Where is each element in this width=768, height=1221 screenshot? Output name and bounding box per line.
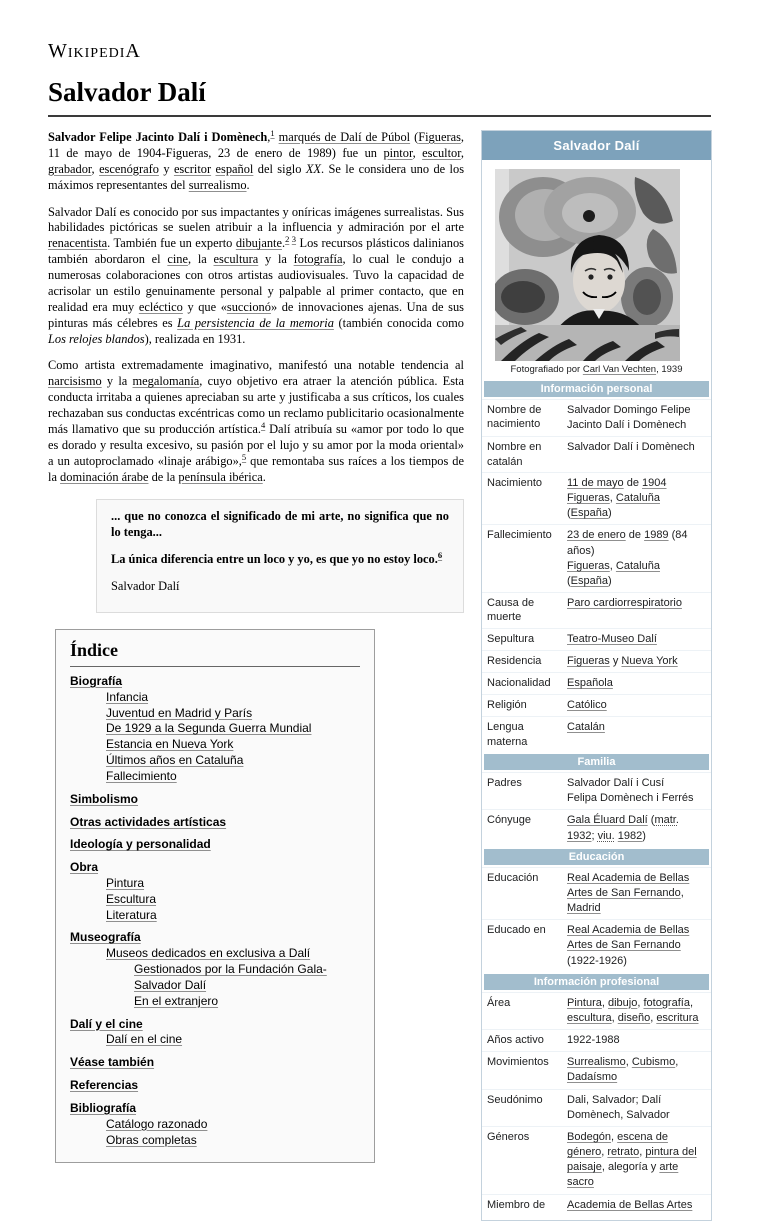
link[interactable]: Católico [567, 699, 607, 712]
infobox-row [482, 992, 711, 1029]
infobox-row-value [567, 676, 707, 691]
infobox-row-value [567, 528, 707, 589]
toc-item[interactable]: Simbolismo [70, 791, 139, 806]
text-run: , [609, 492, 616, 505]
infobox-row-label: Géneros [487, 1130, 530, 1143]
infobox-row [482, 472, 711, 525]
toc-item[interactable]: Pintura [106, 875, 145, 890]
link[interactable]: dibujante [235, 236, 282, 251]
infobox-row [482, 592, 711, 628]
infobox-row [482, 1089, 711, 1126]
text-run: viu. [597, 829, 615, 842]
photo-caption [482, 363, 711, 379]
toc-item[interactable]: Juventud en Madrid y París [106, 705, 253, 720]
link[interactable]: 3 [291, 234, 297, 245]
link[interactable]: Cubismo [631, 1056, 676, 1069]
infobox-row-value [567, 1055, 707, 1085]
text-run: XX [305, 161, 321, 176]
link[interactable]: Teatro-Museo Dalí [567, 632, 657, 645]
text-run: , [680, 886, 684, 899]
link[interactable]: Dadaísmo [567, 1071, 618, 1084]
toc-item[interactable]: Obras completas [106, 1132, 197, 1147]
link[interactable]: La persistencia de la memoria [177, 315, 334, 330]
infobox-photo-wrap [482, 160, 711, 363]
link[interactable]: ecléctico [138, 299, 183, 314]
text-run: ; [591, 829, 598, 842]
link[interactable]: escultura [213, 252, 259, 267]
text-run: Como artista extremadamente imaginativo, manifestó una notable tendencia al [48, 358, 464, 373]
text-run: , la [187, 252, 214, 267]
link[interactable]: escultor [422, 145, 461, 160]
infobox-row-label: Años activo [487, 1034, 544, 1047]
text-run: La única diferencia entre un loco y yo, es que yo no estoy loco. [111, 552, 438, 567]
text-run: Salvador Dalí es conocido por sus impactantes y oníricas imágenes surrealistas. Sus habilidades pictóricas se suelen atribuir a la influencia y admiración por el arte [48, 204, 464, 235]
infobox-row-label: Religión [487, 699, 527, 712]
text-run: Salvador Dalí i Domènech [567, 441, 695, 454]
text-run: de la [148, 469, 179, 484]
text-run: Salvador Domingo Felipe Jacinto Dalí i Domènech [567, 404, 691, 432]
toc-item[interactable]: Estancia en Nueva York [106, 737, 234, 752]
toc-item[interactable]: Últimos años en Cataluña [106, 753, 244, 768]
link[interactable]: Paro cardiorrespiratorio [567, 597, 682, 610]
link[interactable]: narcisismo [48, 374, 102, 389]
text-run: ) [607, 507, 612, 520]
infobox-row-label: Nombre en catalán [487, 441, 542, 468]
infobox-row [482, 716, 711, 752]
text-run: . Se le considera uno de los máximos representantes del [48, 161, 465, 192]
text-run: Dalí atribuía su «amor por todo lo que es dorado y resulta excesivo, su pasión por el lujo y su amor por la moda oriental» a un autoproclamado «linaje arábigo», [48, 421, 465, 468]
infobox-row-label: Miembro de [487, 1198, 546, 1211]
text-run: ) [607, 574, 612, 587]
infobox-row-value [567, 476, 707, 522]
infobox-row-label: Nacionalidad [487, 677, 551, 690]
link[interactable]: Madrid [567, 902, 601, 915]
infobox-row-label: Causa de muerte [487, 597, 535, 624]
infobox-section-header: Familia [484, 754, 709, 770]
infobox-section-header: Información personal [484, 381, 709, 397]
link[interactable]: escritor [173, 161, 212, 176]
infobox-row-label: Fallecimiento [487, 529, 552, 542]
toc-item[interactable]: Literatura [106, 907, 157, 922]
toc-item[interactable]: Dalí en el cine [106, 1032, 183, 1047]
link[interactable]: 1 [270, 127, 275, 138]
infobox-row-label: Movimientos [487, 1056, 549, 1069]
link[interactable]: cine [167, 252, 188, 267]
infobox-row [482, 809, 711, 846]
text-run: , 1939 [656, 364, 683, 375]
infobox-row-value [567, 813, 707, 843]
link[interactable]: Surrealismo [567, 1056, 626, 1069]
toc-item[interactable]: Bibliografía [70, 1100, 137, 1115]
link[interactable]: Pintura [567, 996, 602, 1009]
text-run: , alegoría y [601, 1161, 660, 1174]
toc-item[interactable]: Escultura [106, 891, 157, 906]
text-run: , [609, 559, 616, 572]
infobox-row-value [567, 1033, 707, 1048]
toc-item[interactable]: Dalí y el cine [70, 1016, 143, 1031]
text-run: , [637, 996, 644, 1009]
text-run: Salvador Felipe Jacinto Dalí i Domènech [48, 130, 268, 144]
link[interactable]: 1989 [644, 529, 669, 542]
link[interactable]: Real Academia de Bellas Artes de San Fernando [567, 924, 690, 952]
infobox-row-label: Educado en [487, 924, 546, 937]
toc-item[interactable]: Referencias [70, 1078, 139, 1093]
text-run: Los recursos plásticos dalinianos también abordaron el [48, 236, 465, 267]
infobox-row [482, 436, 711, 472]
infobox-row [482, 672, 711, 694]
link[interactable]: Cataluña [615, 492, 660, 505]
link[interactable]: Figueras [567, 654, 610, 667]
toc-title: Índice [70, 640, 360, 667]
text-run: , [601, 996, 608, 1009]
link[interactable]: Figueras [567, 492, 610, 505]
link[interactable]: diseño [617, 1011, 651, 1024]
link[interactable]: Carl Van Vechten [582, 364, 657, 375]
infobox-row-label: Nacimiento [487, 476, 543, 489]
toc-item[interactable]: Otras actividades artísticas [70, 814, 227, 829]
infobox-row-label: Seudónimo [487, 1093, 543, 1106]
text-run: 1922-1988 [567, 1034, 620, 1047]
text-run: y la [258, 252, 294, 267]
link[interactable]: 2 [285, 234, 290, 245]
infobox-row-value [567, 1093, 707, 1123]
infobox-row-value [567, 1198, 707, 1213]
infobox-row [482, 399, 711, 436]
infobox-section-header: Educación [484, 849, 709, 865]
text-run: , [601, 1146, 608, 1159]
text-run: , cuyo objetivo era atraer la atención pública. Esta conducta irritaba a quienes apreciaban su arte y justificaba a sus críticos, los cuales rechazaban sus conductas excéntricas como un reclamo publicitario ocasionalmente más llamativo que su producción artística. [48, 374, 464, 436]
infobox-row [482, 1126, 711, 1194]
infobox-row-value [567, 923, 707, 969]
link[interactable]: dominación árabe [60, 469, 149, 484]
text-run: . También fue un experto [107, 236, 236, 251]
text-run: y la [101, 374, 133, 389]
text-run: de [623, 476, 643, 489]
text-run: , lo cual le condujo a numerosas colaboraciones con otros artistas audiovisuales. Tuvo la capacidad de acrisolar un estilo genuinamente personal y palpable al primer contacto, que en realidad era muy [48, 252, 464, 314]
text-run: , [689, 996, 694, 1009]
quote-line [111, 509, 449, 541]
toc-item[interactable]: Ideología y personalidad [70, 837, 211, 852]
infobox-row-label: Lengua materna [487, 721, 528, 748]
text-run: , [91, 161, 100, 176]
infobox-row-value [567, 720, 707, 749]
link[interactable]: escenógrafo [99, 161, 159, 176]
text-run: (1922-1926) [567, 954, 627, 967]
toc-item[interactable]: En el extranjero [134, 993, 219, 1008]
link[interactable]: fotografía [293, 252, 343, 267]
text-run: y [609, 654, 622, 667]
text-run: que remontaba sus raíces a los tiempos de la [48, 453, 464, 484]
toc-item[interactable]: Museografía [70, 930, 141, 945]
infobox [481, 130, 712, 1221]
link[interactable]: marqués de Dalí de Púbol [278, 130, 411, 144]
article-body [48, 127, 465, 1163]
infobox-row [482, 919, 711, 972]
page-title: Salvador Dalí [48, 77, 711, 117]
toc-item[interactable]: Gestionados por la Fundación Gala-Salvador Dalí [134, 962, 327, 992]
text-run: ( [567, 574, 571, 587]
infobox-row-value [567, 996, 707, 1026]
link[interactable]: escena de género [567, 1130, 668, 1159]
link[interactable]: Cataluña [615, 559, 660, 572]
infobox-row-value [567, 632, 707, 647]
link[interactable]: España [570, 507, 608, 520]
text-run: ( [647, 814, 655, 827]
toc-item[interactable]: Infancia [106, 689, 149, 704]
wikipedia-wordmark[interactable]: WikipediA [48, 40, 141, 62]
infobox-sections [482, 381, 711, 1216]
link[interactable]: arte sacro [567, 1161, 679, 1189]
link[interactable]: grabador [48, 161, 92, 176]
toc-item[interactable]: De 1929 a la Segunda Guerra Mundial [106, 721, 312, 736]
text-run: del siglo [253, 161, 306, 176]
text-run: Felipa Domènech i Ferrés [567, 792, 694, 805]
text-run: ( [567, 507, 571, 520]
infobox-row-value [567, 403, 707, 433]
infobox-row-label: Cónyuge [487, 814, 532, 827]
link[interactable]: Figueras [567, 559, 610, 572]
infobox-row [482, 694, 711, 716]
text-run: Salvador Dalí i Cusí [567, 777, 665, 790]
paragraph-lead [48, 127, 465, 194]
infobox-row-label: Nombre de nacimiento [487, 404, 542, 431]
toc-item[interactable]: Véase también [70, 1055, 155, 1070]
text-run: y que « [182, 299, 227, 314]
link[interactable]: 4 [261, 419, 266, 430]
link[interactable]: 1932 [567, 829, 592, 842]
link[interactable]: Gala Éluard Dalí [567, 814, 648, 827]
infobox-title: Salvador Dalí [482, 131, 711, 160]
toc-item[interactable]: Fallecimiento [106, 768, 177, 783]
text-run: . [262, 469, 266, 484]
text-run: , [625, 1056, 632, 1069]
link[interactable]: península ibérica [178, 469, 263, 484]
infobox-row [482, 772, 711, 809]
text-run: Dali, Salvador; Dalí Domènech, Salvador [567, 1093, 670, 1121]
link[interactable]: 1982 [617, 829, 643, 842]
infobox-row-value [567, 871, 707, 917]
text-run: » de innovaciones ajenas. Una de sus pinturas más célebres es [48, 299, 464, 330]
infobox-row [482, 650, 711, 672]
link[interactable]: succionó [226, 299, 271, 314]
link[interactable]: Figueras [418, 130, 461, 144]
portrait-photo[interactable] [495, 169, 680, 361]
paragraph [48, 358, 464, 485]
toc-list [70, 674, 360, 1149]
infobox-row-label: Área [487, 996, 511, 1009]
infobox-row-value [567, 1130, 707, 1191]
infobox-row-value [567, 776, 707, 806]
text-run: Fotografiado por [510, 364, 583, 375]
link[interactable]: surrealismo [188, 177, 247, 192]
link[interactable]: 23 de enero [567, 529, 626, 542]
link[interactable]: 1904 [642, 476, 667, 489]
table-of-contents [55, 629, 375, 1164]
text-run: , [267, 130, 271, 144]
link[interactable]: 6 [437, 550, 443, 560]
link[interactable]: 11 de mayo [567, 476, 624, 489]
text-run: y [158, 161, 174, 176]
infobox-row-label: Sepultura [487, 632, 535, 645]
infobox-row-label: Educación [487, 871, 539, 884]
link[interactable]: Bodegón [567, 1130, 612, 1143]
text-run: ... que no conozca el significado de mi arte, no significa que no lo tenga... [111, 509, 449, 540]
link[interactable]: dibujo [607, 996, 638, 1009]
infobox-row-label: Padres [487, 777, 522, 790]
text-run: . [246, 177, 250, 192]
text-run: ), realizada en 1931. [144, 331, 246, 346]
link[interactable]: Catalán [567, 721, 605, 734]
infobox-row-value [567, 440, 707, 469]
quote-attribution: Salvador Dalí [111, 579, 180, 593]
text-run: , [460, 145, 464, 160]
quote-line [111, 552, 449, 568]
infobox-section-header: Información profesional [484, 974, 709, 990]
text-run: , [611, 1011, 618, 1024]
link[interactable]: renacentista [48, 236, 108, 251]
toc-item[interactable]: Obra [70, 860, 99, 875]
infobox-row-label: Residencia [487, 654, 542, 667]
infobox-row-value [567, 654, 707, 669]
link[interactable]: español [215, 161, 254, 176]
link[interactable]: Nueva York [621, 654, 678, 667]
text-run: , [675, 1056, 679, 1069]
text-run: ( [410, 130, 419, 144]
infobox-row [482, 867, 711, 920]
link[interactable]: 5 [241, 451, 247, 462]
link[interactable]: escultura [567, 1011, 612, 1024]
text-run: matr. [654, 814, 679, 827]
link[interactable]: fotografía [643, 996, 690, 1009]
text-run: ) [642, 829, 646, 842]
text-run: Los relojes blandos [48, 331, 145, 346]
link[interactable]: escritura [656, 1011, 699, 1024]
infobox-row [482, 1029, 711, 1051]
text-run: (84 años) [567, 529, 688, 557]
text-run: , [650, 1011, 657, 1024]
text-run: , [639, 1146, 646, 1159]
link[interactable]: retrato [607, 1146, 640, 1159]
toc-item[interactable]: Museos dedicados en exclusiva a Dalí [106, 946, 311, 961]
link[interactable]: pintor [383, 145, 413, 160]
link[interactable]: pintura del paisaje [567, 1146, 697, 1174]
infobox-row [482, 628, 711, 650]
infobox-row-value [567, 698, 707, 713]
link[interactable]: Española [567, 677, 613, 690]
text-run: , [412, 145, 423, 160]
toc-item[interactable]: Biografía [70, 673, 123, 688]
infobox-row [482, 524, 711, 592]
text-run: de [625, 529, 645, 542]
link[interactable]: España [570, 574, 608, 587]
paragraph [48, 205, 464, 348]
text-run: . [281, 236, 286, 251]
infobox-row [482, 1051, 711, 1088]
link[interactable]: Real Academia de Bellas Artes de San Fernando [567, 871, 690, 899]
text-run: , [611, 1130, 618, 1143]
link[interactable]: megalomanía [132, 374, 200, 389]
toc-item[interactable]: Catálogo razonado [106, 1116, 208, 1131]
text-run: (también conocida como [333, 315, 464, 330]
infobox-row [482, 1194, 711, 1216]
text-run: , 11 de mayo de 1904-Figueras, 23 de enero de 1989) fue un [48, 130, 464, 160]
quote-box [96, 499, 464, 613]
link[interactable]: Academia de Bellas Artes [567, 1198, 693, 1211]
infobox-row-value [567, 596, 707, 625]
